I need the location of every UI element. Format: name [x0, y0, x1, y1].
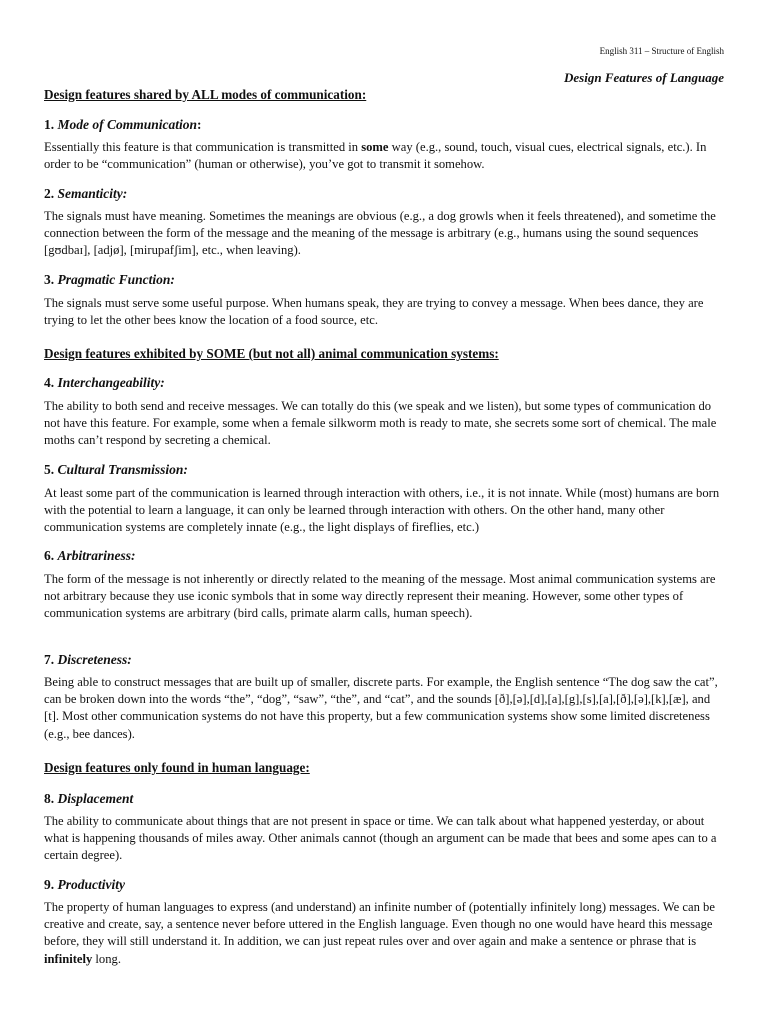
running-head: English 311 – Structure of English — [599, 46, 724, 56]
feature-number: 2. — [44, 186, 55, 201]
feature-number: 5. — [44, 462, 55, 477]
feature-text-displacement: The ability to communicate about things that are not present in space or time. We can talk about what happened yesterday, or about what is happening thousands of miles away. Other animals cannot (though an argument can be made that bees and some apes can to a certain degree). — [44, 814, 717, 863]
feature-heading-productivity — [44, 877, 125, 893]
feature-heading-displacement — [44, 791, 133, 807]
feature-text-pragmatic: The signals must serve some useful purpose. When humans speak, they are trying to convey a message. When bees dance, they are trying to let the other bees know the location of a food source, etc. — [44, 296, 704, 328]
feature-heading-interchangeability — [44, 375, 165, 391]
feature-number: 8. — [44, 791, 55, 806]
feature-name: Discreteness: — [57, 652, 132, 667]
feature-suffix: : — [197, 117, 202, 132]
feature-name: Arbitrariness: — [57, 548, 136, 563]
feature-text-emphasis: infinitely — [44, 951, 93, 966]
feature-name: Interchangeability: — [57, 375, 165, 390]
feature-text-cultural: At least some part of the communication is learned through interaction with others, i.e., it is not innate. While (most) humans are born with the potential to learn a language, it can only be learned through interaction with others. On the other hand, many other communication systems are completely innate (e.g., the light displays of fireflies, etc.) — [44, 486, 720, 535]
feature-text-mode — [44, 139, 724, 173]
feature-heading-pragmatic — [44, 272, 175, 288]
feature-name: Mode of Communication — [57, 117, 198, 132]
feature-number: 7. — [44, 652, 55, 667]
feature-text-productivity — [44, 899, 724, 968]
feature-name: Productivity — [57, 877, 125, 892]
document-title: Design Features of Language — [564, 70, 724, 85]
feature-heading-arbitrariness — [44, 548, 136, 564]
feature-name: Semanticity: — [57, 186, 128, 201]
section-heading-all-modes: Design features shared by ALL modes of communication: — [44, 87, 367, 102]
feature-heading-mode — [44, 117, 202, 133]
feature-text-part: The property of human languages to express (and understand) an infinite number of (potentially infinitely long) messages. We can be creative and create, say, a sentence never before uttered in the English language. Even though no one would have heard this message before, they will still understand it. In addition, we can just repeat rules over and over again and make a sentence or phrase that is — [44, 900, 715, 949]
feature-number: 3. — [44, 272, 55, 287]
feature-number: 9. — [44, 877, 55, 892]
feature-heading-discreteness — [44, 652, 132, 668]
feature-text-part: long. — [92, 951, 121, 966]
feature-text-interchangeability: The ability to both send and receive messages. We can totally do this (we speak and we listen), but some types of communication do not have this feature. For example, some when a female silkworm moth is ready to mate, she secrets some sort of chemical. The male moths can’t respond by secreting a chemical. — [44, 399, 717, 448]
feature-heading-cultural — [44, 462, 188, 478]
section-heading-some-animal: Design features exhibited by SOME (but not all) animal communication systems: — [44, 346, 499, 361]
feature-text-emphasis: some — [361, 140, 389, 154]
feature-name: Cultural Transmission: — [57, 462, 188, 477]
feature-text-arbitrariness: The form of the message is not inherently or directly related to the meaning of the message. Most animal communication systems are not arbitrary because they use iconic symbols that in some way directly represent their meaning. However, some other types of communication systems are arbitrary (bird calls, primate alarm calls, human speech). — [44, 572, 716, 621]
feature-text-discreteness: Being able to construct messages that are built up of smaller, discrete parts. For example, the English sentence “The dog saw the cat”, can be broken down into the words “the”, “dog”, “saw”, “the”, and “cat”, and the sounds [ð],[ə],[d],[a],[g],[s],[a],[ð],[ə],[k],[æ], and [t]. Most other communication systems do not have this property, but a few communication systems show some limited discreteness (e.g., bee dances). — [44, 675, 718, 741]
feature-heading-semanticity — [44, 186, 127, 202]
feature-text-semanticity: The signals must have meaning. Sometimes the meanings are obvious (e.g., a dog growls when it feels threatened), and sometime the connection between the form of the message and the meaning of the message is arbitrary (e.g., humans using the sound sequences [gʊdbaɪ], [adjø], [mirupafʃim], etc., when leaving). — [44, 209, 716, 258]
feature-text-part: Essentially this feature is that communication is transmitted in — [44, 140, 362, 154]
feature-name: Displacement — [57, 791, 134, 806]
feature-name: Pragmatic Function: — [57, 272, 175, 287]
feature-number: 1. — [44, 117, 55, 132]
section-heading-human-only: Design features only found in human language: — [44, 760, 310, 775]
feature-text-part: way (e.g., sound, touch, visual cues, electrical signals, etc.). In order to be “communication” (human or otherwise), you’ve got to transmit it somehow. — [44, 140, 707, 172]
feature-number: 4. — [44, 375, 55, 390]
feature-number: 6. — [44, 548, 55, 563]
